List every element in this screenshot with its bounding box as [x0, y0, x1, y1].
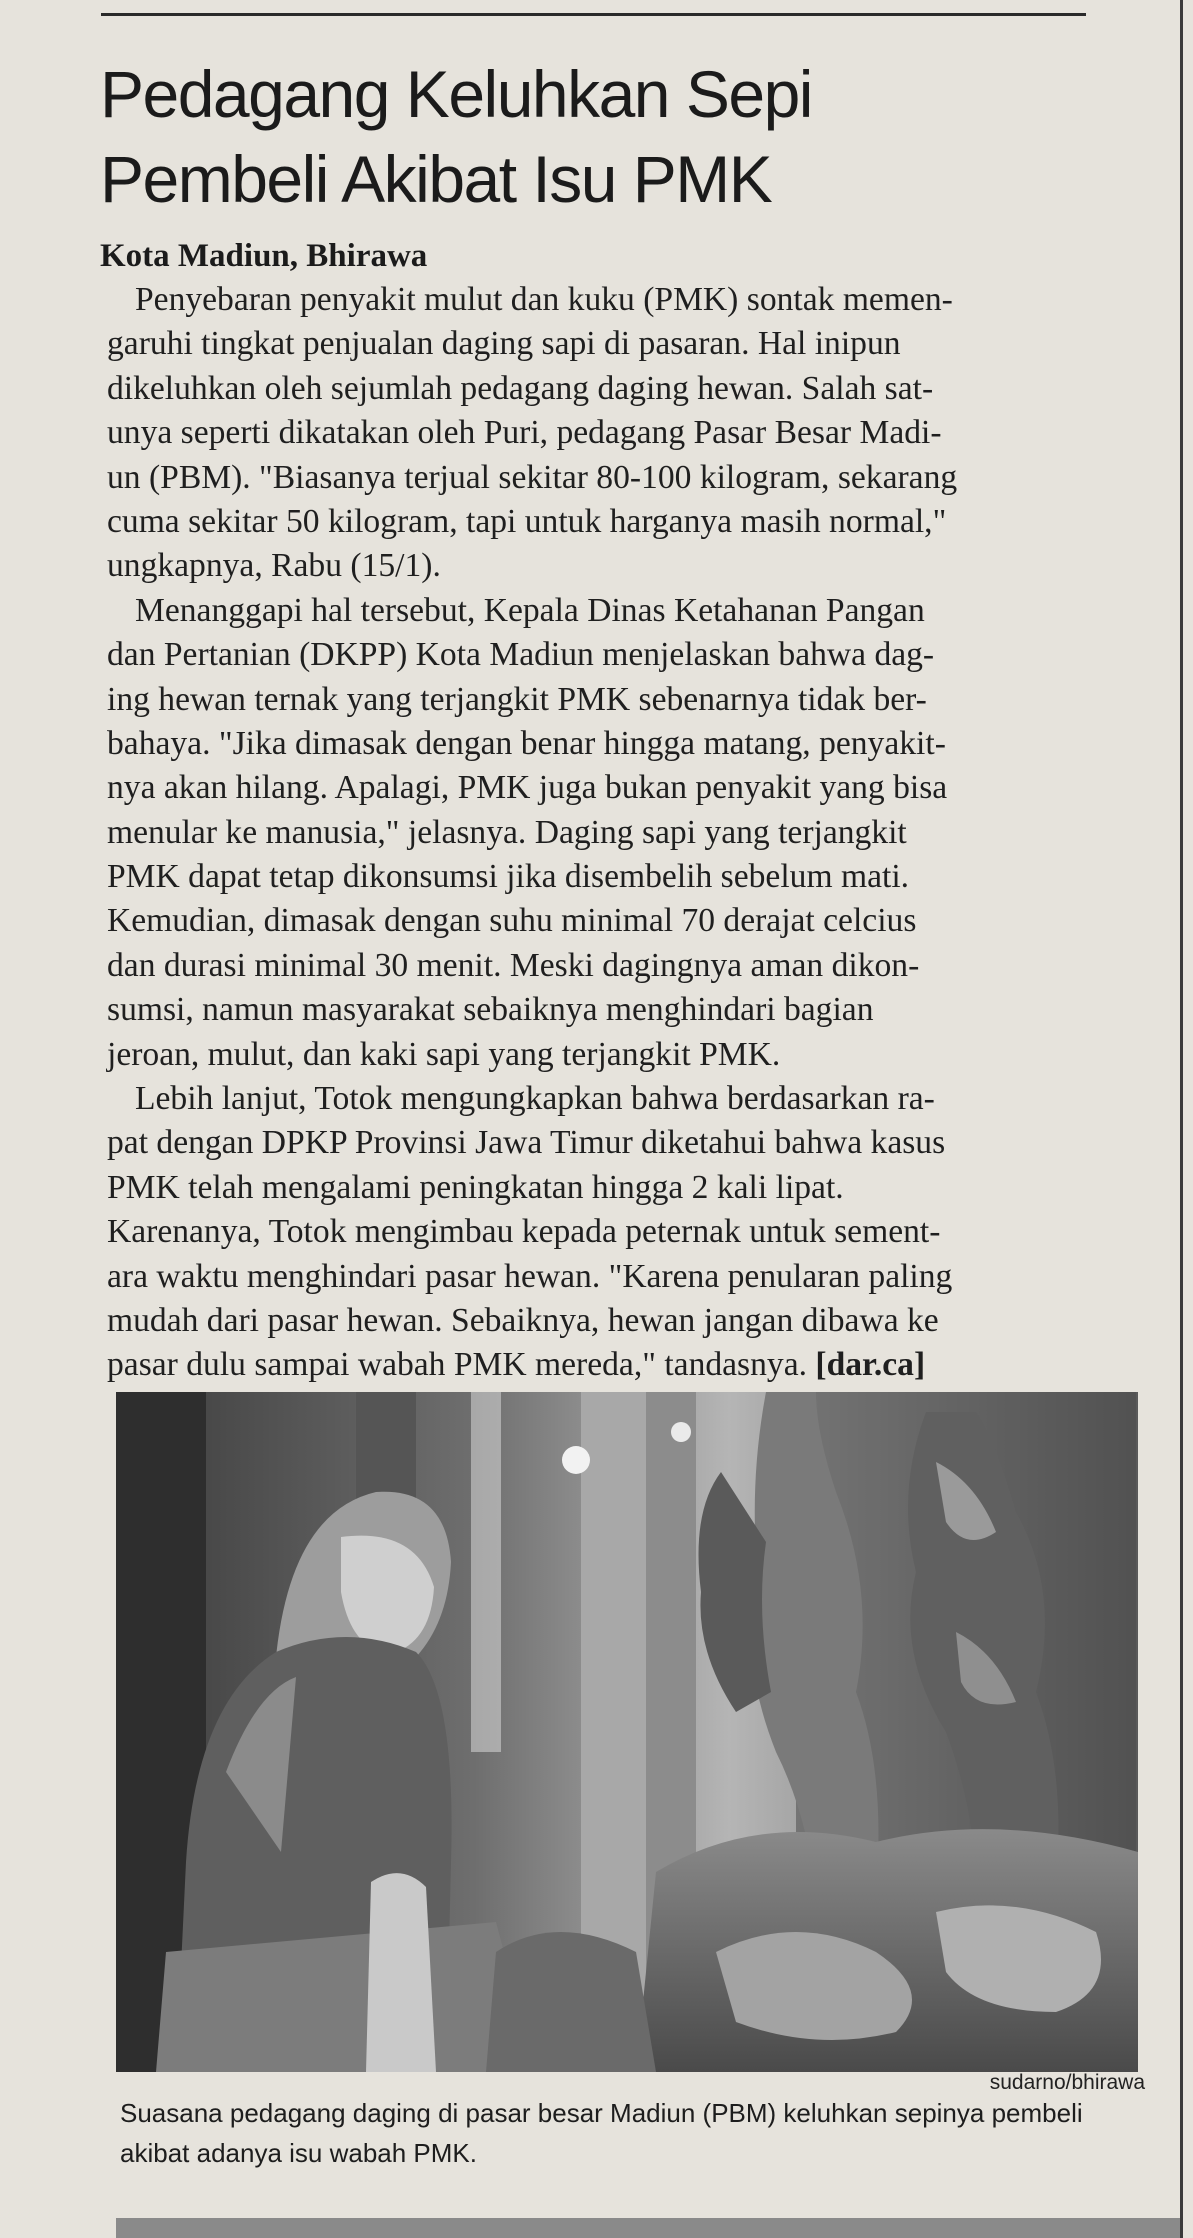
body-line: PMK telah mengalami peningkatan hingga 2 kali lipat.	[107, 1168, 844, 1206]
photo-credit: sudarno/bhirawa	[989, 2071, 1145, 2094]
body-line-last	[107, 1343, 1127, 1387]
body-line: nya akan hilang. Apalagi, PMK juga bukan penyakit yang bisa	[107, 769, 948, 807]
body-line: dan Pertanian (DKPP) Kota Madiun menjelaskan bahwa dag-	[107, 636, 935, 674]
photo-market-meat-vendor	[116, 1392, 1138, 2072]
body-line: Karenanya, Totok mengimbau kepada peternak untuk sement-	[107, 1213, 941, 1251]
headline	[100, 52, 1100, 222]
body-line: Kemudian, dimasak dengan suhu minimal 70 derajat celcius	[107, 902, 917, 940]
body-line: jeroan, mulut, dan kaki sapi yang terjangkit PMK.	[107, 1035, 781, 1073]
dateline: Kota Madiun, Bhirawa	[100, 238, 428, 274]
body-line: cuma sekitar 50 kilogram, tapi untuk harganya masih normal,"	[107, 502, 947, 540]
caption-line: akibat adanya isu wabah PMK.	[120, 2138, 477, 2168]
body-line: garuhi tingkat penjualan daging sapi di pasaran. Hal inipun	[107, 325, 901, 363]
body-line: bahaya. "Jika dimasak dengan benar hingga matang, penyakit-	[107, 724, 946, 762]
body-line-text: pasar dulu sampai wabah PMK mereda," tandasnya.	[107, 1346, 807, 1384]
top-rule	[101, 13, 1086, 16]
body-line: menular ke manusia," jelasnya. Daging sapi yang terjangkit	[107, 813, 907, 851]
caption-line: Suasana pedagang daging di pasar besar Madiun (PBM) keluhkan sepinya pembeli	[120, 2098, 1083, 2128]
body-line: PMK dapat tetap dikonsumsi jika disembelih sebelum mati.	[107, 858, 910, 896]
body-line: sumsi, namun masyarakat sebaiknya menghindari bagian	[107, 991, 874, 1029]
body-line: Lebih lanjut, Totok mengungkapkan bahwa berdasarkan ra-	[135, 1080, 935, 1118]
body-line: ungkapnya, Rabu (15/1).	[107, 547, 441, 585]
body-line: mudah dari pasar hewan. Sebaiknya, hewan jangan dibawa ke	[107, 1301, 939, 1339]
headline-line-2: Pembeli Akibat Isu PMK	[100, 142, 772, 216]
body-line: dikeluhkan oleh sejumlah pedagang daging hewan. Salah sat-	[107, 369, 934, 407]
headline-line-1: Pedagang Keluhkan Sepi	[100, 57, 812, 131]
body-line: Penyebaran penyakit mulut dan kuku (PMK) sontak memen-	[135, 281, 953, 318]
page-edge-rule	[1180, 0, 1183, 2238]
article-body	[107, 278, 1127, 1388]
next-article-image-edge	[116, 2218, 1180, 2238]
body-line: ara waktu menghindari pasar hewan. "Karena penularan paling	[107, 1257, 953, 1295]
body-line: pat dengan DPKP Provinsi Jawa Timur diketahui bahwa kasus	[107, 1124, 946, 1162]
body-line: Menanggapi hal tersebut, Kepala Dinas Ketahanan Pangan	[135, 591, 925, 629]
author-credit: [dar.ca]	[815, 1346, 926, 1384]
body-line: un (PBM). "Biasanya terjual sekitar 80-100 kilogram, sekarang	[107, 458, 958, 496]
body-line: ing hewan ternak yang terjangkit PMK sebenarnya tidak ber-	[107, 680, 927, 718]
photo-caption	[120, 2093, 1160, 2173]
body-line: unya seperti dikatakan oleh Puri, pedagang Pasar Besar Madi-	[107, 414, 942, 452]
body-line: dan durasi minimal 30 menit. Meski dagingnya aman dikon-	[107, 946, 920, 984]
article-photo	[116, 1392, 1138, 2072]
